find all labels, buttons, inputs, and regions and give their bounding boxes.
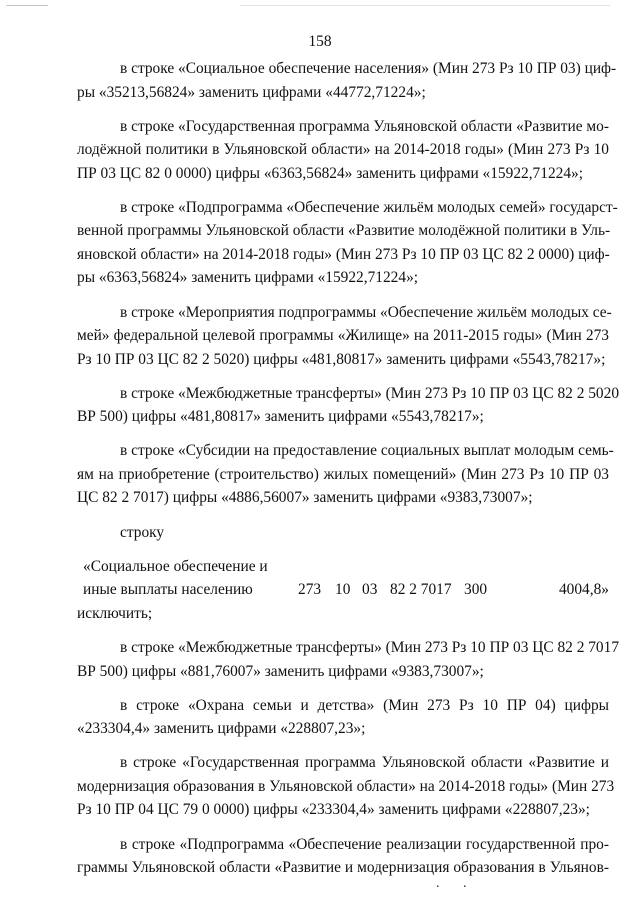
table-cell-sum: 4004,8»	[558, 581, 609, 599]
text-line: ЦС 82 2 7017) цифры «4886,56007» заменить цифрами «9383,73007»;	[77, 489, 533, 507]
text-line: в строке «Подпрограмма «Обеспечение жильём молодых семей» государст-	[120, 198, 618, 216]
table-cell-name: «Социальное обеспечение и	[83, 557, 268, 575]
table-cell-name: иные выплаты населению	[83, 581, 253, 599]
budget-table-row	[77, 578, 609, 602]
text-line: в строке «Межбюджетные трансферты» (Мин 273 Рз 10 ПР 03 ЦС 82 2 7017	[120, 639, 620, 656]
page-number: 158	[308, 33, 332, 50]
text-line: граммы Ульяновской области «Развитие и модернизация образования в Ульянов-	[77, 859, 609, 877]
text-line: в строке «Государственная программа Ульяновской области «Развитие и	[120, 754, 609, 772]
text-line: ры «35213,56824» заменить цифрами «44772,71224»;	[77, 83, 426, 101]
text-line: в строке «Охрана семьи и детства» (Мин 273 Рз 10 ПР 04) цифры	[120, 696, 609, 714]
scan-edge-mark	[240, 5, 610, 6]
text-line: в строке «Мероприятия подпрограммы «Обеспечение жильём молодых се-	[120, 303, 612, 321]
text-line: ВР 500) цифры «481,80817» заменить цифрами «5543,78217»;	[77, 408, 484, 426]
table-cell-rz: 10	[335, 581, 351, 599]
text-line: лодёжной политики в Ульяновской области» на 2014-2018 годы» (Мин 273 Рз 10	[77, 141, 609, 159]
table-cell-min: 273	[298, 581, 322, 599]
text-line: ям на приобретение (строительство) жилых помещений» (Мин 273 Рз 10 ПР 03	[77, 465, 609, 483]
text-line: Рз 10 ПР 03 ЦС 82 2 5020) цифры «481,80817» заменить цифрами «5543,78217»;	[77, 350, 606, 368]
scan-marks: . .	[436, 876, 477, 891]
text-line: ры «6363,56824» заменить цифрами «15922,71224»;	[77, 269, 419, 287]
text-line: мей» федеральной целевой программы «Жилище» на 2011-2015 годы» (Мин 273	[77, 327, 609, 345]
text-line: ВР 500) цифры «881,76007» заменить цифрами «9383,73007»;	[77, 662, 484, 680]
table-cell-cs: 82 2 7017	[390, 581, 452, 599]
text-line: модернизация образования в Ульяновской области» на 2014-2018 годы» (Мин 273	[77, 777, 615, 795]
text-line: исключить;	[77, 604, 153, 622]
text-line: в строке «Межбюджетные трансферты» (Мин 273 Рз 10 ПР 03 ЦС 82 2 5020	[120, 384, 620, 402]
text-line: в строке «Подпрограмма «Обеспечение реализации государственной про-	[120, 835, 609, 853]
text-line: ПР 03 ЦС 82 0 0000) цифры «6363,56824» заменить цифрами «15922,71224»;	[77, 164, 584, 182]
document-body	[77, 57, 620, 880]
table-cell-pr: 03	[362, 581, 378, 599]
text-line: в строке «Субсидии на предоставление социальных выплат молодым семь-	[120, 442, 614, 460]
budget-table-row	[77, 555, 609, 579]
scan-edge-mark	[6, 5, 48, 6]
text-line: «233304,4» заменить цифрами «228807,23»;	[77, 720, 366, 738]
text-line: в строке «Социальное обеспечение населения» (Мин 273 Рз 10 ПР 03) циф-	[120, 60, 617, 77]
text-line: строку	[120, 523, 165, 541]
table-cell-vr: 300	[464, 581, 488, 599]
text-line: Рз 10 ПР 04 ЦС 79 0 0000) цифры «233304,4» заменить цифрами «228807,23»;	[77, 801, 590, 819]
text-line: в строке «Государственная программа Ульяновской области «Развитие мо-	[120, 117, 609, 135]
text-line: яновской области» на 2014-2018 годы» (Мин 273 Рз 10 ПР 03 ЦС 82 2 0000) циф-	[77, 245, 610, 263]
text-line: венной программы Ульяновской области «Развитие молодёжной политики в Уль-	[77, 222, 611, 240]
